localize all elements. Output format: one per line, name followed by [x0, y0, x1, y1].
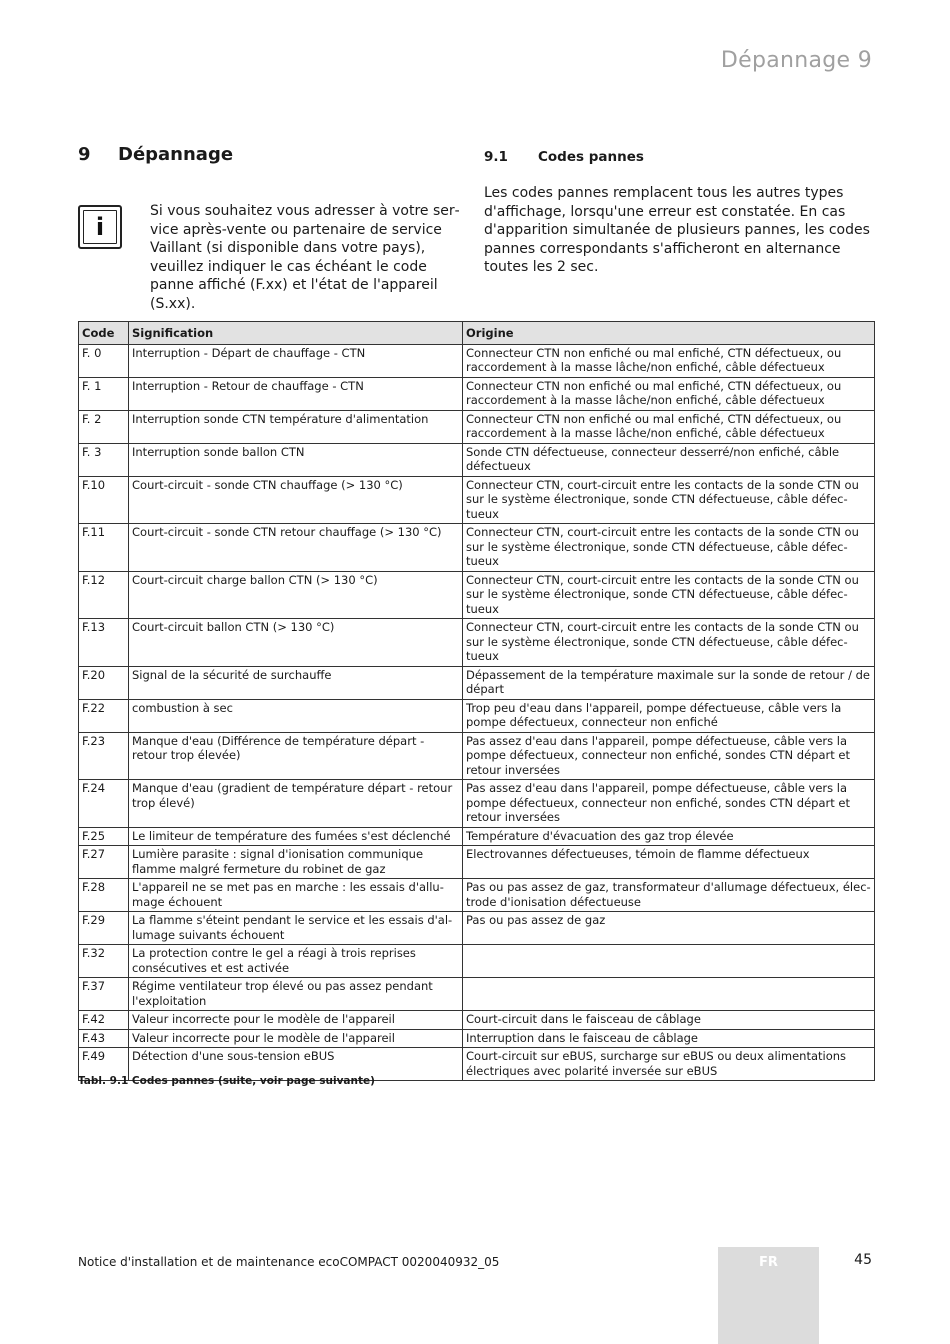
cell-origine: Connecteur CTN non enfiché ou mal enfiché, CTN défectueux, ou raccordement à la masse lâche/non enfiché, câble défectueux [463, 410, 875, 443]
cell-code: F.13 [79, 619, 129, 667]
table-row [79, 377, 875, 410]
cell-code: F. 3 [79, 443, 129, 476]
cell-code: F.42 [79, 1011, 129, 1030]
cell-origine: Pas ou pas assez de gaz, transformateur d'allumage défectueux, électrode d'ionisation défectueuse [463, 879, 875, 912]
cell-code: F.20 [79, 666, 129, 699]
cell-code: F.29 [79, 912, 129, 945]
page-number: 45 [854, 1252, 872, 1268]
cell-signification: Valeur incorrecte pour le modèle de l'appareil [129, 1011, 463, 1030]
cell-signification: Lumière parasite : signal d'ionisation communique flamme malgré fermeture du robinet de gaz [129, 846, 463, 879]
table-row [79, 846, 875, 879]
table-row [79, 780, 875, 828]
cell-signification: Court-circuit - sonde CTN retour chauffage (> 130 °C) [129, 524, 463, 572]
cell-origine: Connecteur CTN, court-circuit entre les contacts de la sonde CTN ou sur le système électronique, sonde CTN défectueuse, câble défectueux [463, 619, 875, 667]
info-icon-glyph: i [83, 210, 117, 244]
header-signification: Signification [129, 322, 463, 345]
subsection-number: 9.1 [484, 149, 508, 165]
cell-signification: Interruption sonde ballon CTN [129, 443, 463, 476]
cell-origine: Pas assez d'eau dans l'appareil, pompe défectueuse, câble vers la pompe défectueux, connecteur non enfiché, sondes CTN départ et retour inversées [463, 780, 875, 828]
cell-origine: Interruption dans le faisceau de câblage [463, 1029, 875, 1048]
cell-code: F.27 [79, 846, 129, 879]
cell-origine [463, 945, 875, 978]
cell-origine: Pas assez d'eau dans l'appareil, pompe défectueuse, câble vers la pompe défectueux, connecteur non enfiché, sondes CTN départ et retour inversées [463, 732, 875, 780]
header-origine: Origine [463, 322, 875, 345]
cell-signification: Interruption - Retour de chauffage - CTN [129, 377, 463, 410]
fault-codes-table [78, 321, 875, 1081]
cell-signification: Le limiteur de température des fumées s'est déclenché [129, 827, 463, 846]
table-row [79, 732, 875, 780]
cell-origine: Connecteur CTN, court-circuit entre les contacts de la sonde CTN ou sur le système électronique, sonde CTN défectueuse, câble défectueux [463, 571, 875, 619]
table-row [79, 344, 875, 377]
cell-signification: combustion à sec [129, 699, 463, 732]
info-icon [78, 205, 122, 249]
cell-code: F.28 [79, 879, 129, 912]
cell-origine: Court-circuit sur eBUS, surcharge sur eBUS ou deux alimentations électriques avec polarité inversée sur eBUS [463, 1048, 875, 1081]
table-row [79, 666, 875, 699]
subsection-heading [484, 149, 644, 165]
cell-code: F.12 [79, 571, 129, 619]
table-body [79, 344, 875, 1081]
cell-origine: Court-circuit dans le faisceau de câblage [463, 1011, 875, 1030]
cell-code: F.22 [79, 699, 129, 732]
cell-code: F.11 [79, 524, 129, 572]
table-row [79, 443, 875, 476]
cell-signification: Manque d'eau (gradient de température départ - retour trop élevé) [129, 780, 463, 828]
cell-origine: Température d'évacuation des gaz trop élevée [463, 827, 875, 846]
table-row [79, 524, 875, 572]
cell-origine: Sonde CTN défectueuse, connecteur desserré/non enfiché, câble défectueux [463, 443, 875, 476]
cell-origine: Connecteur CTN non enfiché ou mal enfiché, CTN défectueux, ou raccordement à la masse lâche/non enfiché, câble défectueux [463, 344, 875, 377]
running-header: Dépannage 9 [720, 48, 872, 73]
cell-origine: Pas ou pas assez de gaz [463, 912, 875, 945]
cell-signification: Interruption - Départ de chauffage - CTN [129, 344, 463, 377]
table-row [79, 1029, 875, 1048]
cell-origine: Connecteur CTN, court-circuit entre les contacts de la sonde CTN ou sur le système électronique, sonde CTN défectueuse, câble défectueux [463, 524, 875, 572]
table-caption: Tabl. 9.1 Codes pannes (suite, voir page suivante) [78, 1075, 375, 1087]
cell-origine [463, 978, 875, 1011]
cell-signification: Valeur incorrecte pour le modèle de l'appareil [129, 1029, 463, 1048]
cell-code: F.49 [79, 1048, 129, 1081]
cell-origine: Connecteur CTN, court-circuit entre les contacts de la sonde CTN ou sur le système électronique, sonde CTN défectueuse, câble défectueux [463, 476, 875, 524]
subsection-text: Les codes pannes remplacent tous les autres types d'affichage, lorsqu'une erreur est constatée. En cas d'apparition simultanée de plusieurs pannes, les codes pannes correspondants s'afficheront en alternance toutes les 2 sec. [484, 185, 870, 275]
table-row [79, 1011, 875, 1030]
header-code: Code [79, 322, 129, 345]
cell-code: F.43 [79, 1029, 129, 1048]
footer-document-title: Notice d'installation et de maintenance ecoCOMPACT 0020040932_05 [78, 1255, 500, 1269]
table-row [79, 410, 875, 443]
cell-signification: Court-circuit - sonde CTN chauffage (> 130 °C) [129, 476, 463, 524]
cell-signification: Interruption sonde CTN température d'alimentation [129, 410, 463, 443]
cell-signification: Régime ventilateur trop élevé ou pas assez pendant l'exploitation [129, 978, 463, 1011]
cell-signification: Détection d'une sous-tension eBUS [129, 1048, 463, 1081]
cell-code: F. 1 [79, 377, 129, 410]
table-row [79, 912, 875, 945]
table-row [79, 699, 875, 732]
cell-origine: Dépassement de la température maximale sur la sonde de retour / de départ [463, 666, 875, 699]
cell-code: F.10 [79, 476, 129, 524]
cell-origine: Electrovannes défectueuses, témoin de flamme défectueux [463, 846, 875, 879]
language-label: FR [759, 1255, 778, 1270]
table-row [79, 619, 875, 667]
cell-code: F.23 [79, 732, 129, 780]
table-row [79, 827, 875, 846]
cell-code: F.24 [79, 780, 129, 828]
table-row [79, 879, 875, 912]
cell-signification: Manque d'eau (Différence de température départ - retour trop élevée) [129, 732, 463, 780]
cell-signification: Court-circuit charge ballon CTN (> 130 °C) [129, 571, 463, 619]
cell-code: F. 2 [79, 410, 129, 443]
info-note-text: Si vous souhaitez vous adresser à votre service après-vente ou partenaire de service Vaillant (si disponible dans votre pays), veuillez indiquer le cas échéant le code panne affiché (F.xx) et l'état de l'appareil (S.xx). [150, 203, 460, 312]
section-number: 9 [78, 144, 91, 165]
table-row [79, 945, 875, 978]
table-row [79, 571, 875, 619]
cell-code: F.32 [79, 945, 129, 978]
cell-signification: La protection contre le gel a réagi à trois reprises consécutives et est activée [129, 945, 463, 978]
section-heading [78, 144, 233, 165]
table-header-row [79, 322, 875, 345]
cell-signification: La flamme s'éteint pendant le service et les essais d'allumage suivants échouent [129, 912, 463, 945]
table-row [79, 978, 875, 1011]
cell-signification: L'appareil ne se met pas en marche : les essais d'allumage échouent [129, 879, 463, 912]
cell-code: F.25 [79, 827, 129, 846]
cell-code: F. 0 [79, 344, 129, 377]
cell-code: F.37 [79, 978, 129, 1011]
language-tab [718, 1247, 819, 1344]
cell-origine: Connecteur CTN non enfiché ou mal enfiché, CTN défectueux, ou raccordement à la masse lâche/non enfiché, câble défectueux [463, 377, 875, 410]
table-row [79, 476, 875, 524]
cell-signification: Signal de la sécurité de surchauffe [129, 666, 463, 699]
cell-signification: Court-circuit ballon CTN (> 130 °C) [129, 619, 463, 667]
subsection-title: Codes pannes [538, 149, 644, 165]
cell-origine: Trop peu d'eau dans l'appareil, pompe défectueuse, câble vers la pompe défectueux, connecteur non enfiché [463, 699, 875, 732]
section-title: Dépannage [118, 144, 234, 165]
